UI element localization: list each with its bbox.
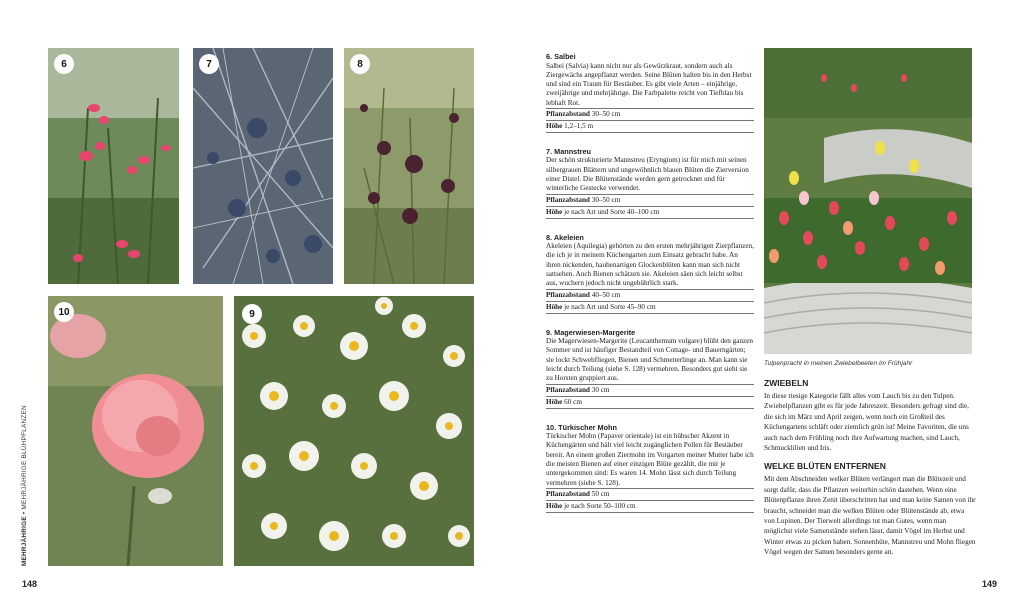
page-number-left: 148 — [22, 579, 38, 589]
photo-salvia — [48, 48, 179, 284]
row-label: Pflanzabstand — [546, 109, 590, 118]
row-label: Pflanzabstand — [546, 385, 590, 394]
row-label: Höhe — [546, 207, 563, 216]
entry-title: 9. Magerwiesen-Margerite — [546, 327, 636, 337]
entry-body: Die Magerwiesen-Margerite (Leucanthemum vulgare) blüht den ganzen Sommer und ist häufiger Bestandteil von Cottage- und Bauerngärten; sie lockt Schwebfliegen, Bienen und Schmetterlinge an. Man kann sie leicht durch Teilung (siehe S. 128) vermehren. Besonders gut sieht sie zu Horsten gruppiert aus. — [546, 337, 754, 383]
photo-number-badge: 8 — [350, 54, 370, 74]
photo-caption: Tulpenpracht in meinen Zwiebelbeeten im Frühjahr — [764, 360, 913, 367]
row-label: Höhe — [546, 501, 563, 510]
photo-number-badge: 10 — [54, 302, 74, 322]
entry-title: 7. Mannstreu — [546, 146, 592, 156]
plant-entry — [546, 423, 754, 513]
row-value: je nach Art und Sorte 40–100 cm — [564, 207, 660, 216]
height-row — [546, 206, 754, 219]
row-label: Höhe — [546, 121, 563, 130]
spacing-row — [546, 488, 754, 500]
page-number-right: 149 — [982, 579, 998, 589]
entry-title: 6. Salbei — [546, 52, 576, 61]
row-label: Pflanzabstand — [546, 290, 590, 299]
photo-tulips — [764, 48, 972, 354]
photo-number-badge: 7 — [199, 54, 219, 74]
entry-title: 10. Türkischer Mohn — [546, 422, 617, 432]
section-text: In diese riesige Kategorie fällt alles vom Lauch bis zu den Tulpen. Zwiebelpflanzen gibt es für jede Jahreszeit. Besonders gefragt sind die, die sich im März und April zeigen, wenn noch ein Großteil des Küchengartens schläft oder ziemlich grün ist! Meine Favoriten, die uns auch nach dem Frühling noch ihre Aufwartung machen, sind Lauch, Schmucklilien und Iris. — [764, 392, 969, 453]
row-value: 50 cm — [591, 489, 610, 498]
running-header-section: • MEHRJÄHRIGE BLÜHPFLANZEN — [21, 405, 28, 517]
spacing-row — [546, 384, 754, 396]
spacing-row — [546, 289, 754, 301]
entry-body: Türkischer Mohn (Papaver orientale) ist ein hübscher Akzent in Küchengärten und hält viel leicht zugänglichen Pollen für Bestäuber bereit. An einem großen Ziermohn im Vorgarten meiner Mutter habe ich die meisten Bienen auf einer einzigen Blüte gezählt, die mir je untergekommen sind: Es waren 14. Mohn lässt sich durch Teilung vermehren (siehe S. 128). — [546, 432, 754, 487]
row-label: Pflanzabstand — [546, 195, 590, 204]
plant-entry — [546, 328, 754, 409]
photo-leucanthemum — [234, 296, 474, 566]
height-row — [546, 301, 754, 314]
photo-papaver — [48, 296, 223, 566]
height-row — [546, 500, 754, 513]
row-value: je nach Sorte 50–100 cm — [564, 501, 636, 510]
row-value: 1,2–1,5 m — [564, 121, 594, 130]
row-value: je nach Art und Sorte 45–90 cm — [564, 302, 656, 311]
height-row — [546, 396, 754, 409]
running-header-chapter: MEHRJÄHRIGE — [21, 516, 28, 566]
photo-number-badge: 6 — [54, 54, 74, 74]
height-row — [546, 120, 754, 133]
photo-eryngium — [193, 48, 333, 284]
photo-aquilegia — [344, 48, 474, 284]
row-label: Höhe — [546, 397, 563, 406]
row-value: 30–50 cm — [591, 109, 621, 118]
row-value: 60 cm — [564, 397, 582, 406]
entry-title: 8. Akeleien — [546, 232, 584, 242]
entry-body: Der schön strukturierte Mannstreu (Eryngium) ist für mich mit seinen silbergrauen Blättern und ungewöhnlich blauen Blüten die Zierversion einer Distel. Die Blütenstände werden gern getrocknet und für winterliche Gestecke verwendet. — [546, 156, 749, 193]
plant-entries-column — [546, 52, 754, 513]
spacing-row — [546, 194, 754, 206]
entry-body: Akeleien (Aquilegia) gehörten zu den ersten mehrjährigen Zierpflanzen, die ich je in meinem Küchengarten zum Einsatz gebracht habe. An ihren nickenden, haubenartigen Glockenblüten kann man sich nicht sattsehen. Auch Bienen schätzen sie. Akeleien säen sich leicht selbst aus, wuchern jedoch nicht ungebührlich stark. — [546, 242, 754, 288]
plant-entry — [546, 147, 754, 219]
entry-body: Salbei (Salvia) kann nicht nur als Gewürzkraut, sondern auch als Ziergewächs angepflanzt werden. Seine Blüten halten bis in den Herbst und sind ein Traum für Bestäuber. Es gibt viele Arten – einjährige, zweijährige und mehrjährige. Die Farbpalette reicht von Tiefblau bis lebhaft Rot. — [546, 61, 752, 107]
row-label: Höhe — [546, 302, 563, 311]
text-sections — [764, 378, 976, 558]
spacing-row — [546, 108, 754, 120]
section-heading: ZWIEBELN — [764, 378, 809, 388]
plant-entry — [546, 52, 754, 133]
row-value: 40–50 cm — [591, 290, 621, 299]
running-header — [21, 405, 28, 566]
photo-number-badge: 9 — [242, 304, 262, 324]
section-text: Mit dem Abschneiden welker Blüten verlängert man die Blütezeit und sorgt dafür, dass die Pflanzen weiterhin schön dastehen. Wenn eine Blütenpflanze ihren Zenit überschritten hat und man keine Samen von ihr braucht, schneidet man die welken Blüten oder Blütenstände ab, etwa von Lupinen. Der Tierwelt allerdings tut man Gutes, wenn man möglichst viele Samenstände stehen lässt, damit Vögel im Herbst und Winter etwas zu picken haben. Sonnenhüte, Mannstreu und Mohn fliegen Vögel wegen der Samen besonders gerne an. — [764, 475, 976, 557]
plant-entry — [546, 233, 754, 314]
section-heading: WELKE BLÜTEN ENTFERNEN — [764, 461, 886, 472]
row-value: 30 cm — [591, 385, 610, 394]
row-label: Pflanzabstand — [546, 489, 590, 498]
row-value: 30–50 cm — [591, 195, 621, 204]
